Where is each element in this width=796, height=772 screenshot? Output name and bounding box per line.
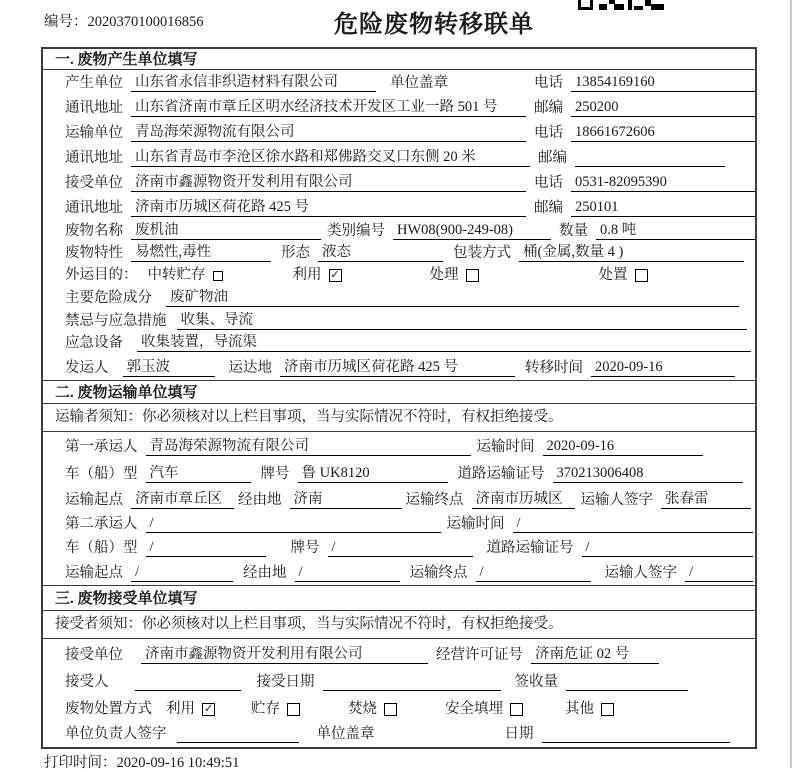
road2-field: /	[582, 539, 754, 557]
transfer-form-table	[41, 47, 757, 749]
producer-field: 山东省永信非织造材料有限公司	[131, 74, 376, 92]
disposal-landfill-checkbox	[510, 703, 523, 716]
row-shipper	[43, 355, 755, 380]
receiver-field: 济南市鑫源物资开发利用有限公司	[131, 174, 526, 192]
plate2-label: 牌号	[290, 540, 320, 557]
row-receiver-address	[43, 195, 755, 220]
disposal-use-checkbox: ✓	[203, 703, 214, 715]
row-vehicle-1	[43, 459, 755, 486]
time2-label: 运输时间	[446, 516, 505, 533]
plate1-label: 牌号	[260, 466, 290, 483]
accept-date-label: 接受日期	[256, 674, 315, 691]
row-route-2	[43, 560, 755, 585]
shipper-field: 郭玉波	[123, 359, 215, 377]
addr1-field: 山东省济南市章丘区明水经济技术开发区工业一路 501 号	[131, 99, 526, 117]
row-disposal-method	[43, 694, 755, 721]
carrier1-label: 第一承运人	[65, 439, 138, 456]
head-sign-label: 单位负责人签字	[65, 726, 167, 743]
license-field: 济南危证 02 号	[531, 646, 659, 664]
origin1-label: 运输起点	[65, 492, 123, 509]
row-taboo	[43, 310, 755, 333]
row-producer-address	[43, 95, 755, 120]
accept-unit-label: 接受单位	[65, 647, 123, 664]
use-checkbox: ✓	[330, 269, 340, 281]
disposal-store-checkbox	[287, 703, 300, 716]
transporter-field: 青岛海荣源物流有限公司	[131, 124, 526, 142]
zip1-label: 邮编	[534, 100, 563, 117]
time2-field: /	[513, 515, 754, 533]
zip2-field	[575, 150, 725, 167]
row-head-signature	[43, 721, 755, 746]
print-time	[44, 751, 239, 772]
origin2-label: 运输起点	[65, 565, 123, 582]
sign2-field: /	[685, 564, 753, 582]
section-3-header: 三. 废物接受单位填写	[43, 585, 755, 611]
serial-number	[44, 10, 204, 31]
row-transporter-address	[43, 145, 755, 170]
row-vehicle-2	[43, 536, 755, 560]
disposal-landfill-label: 安全填埋	[445, 701, 503, 718]
phone1-field: 13854169160	[571, 74, 755, 92]
carrier2-field: /	[146, 515, 441, 533]
shipper-label: 发运人	[65, 360, 109, 377]
option-dispose-label: 处置	[598, 267, 628, 284]
row-accept-unit	[43, 639, 755, 667]
phone1-label: 电话	[534, 75, 563, 92]
carrier1-field: 青岛海荣源物流有限公司	[146, 438, 471, 456]
character-field: 易燃性,毒性	[131, 244, 271, 262]
transfer-time-field: 2020-09-16	[591, 359, 735, 377]
carrier2-label: 第二承运人	[65, 516, 138, 533]
sign1-field: 张春雷	[661, 491, 751, 509]
row-transporter	[43, 120, 755, 145]
date2-field	[542, 726, 731, 743]
qr-code-fragment	[578, 0, 664, 10]
addr3-label: 通讯地址	[65, 200, 123, 217]
option-transit-store-label: 中转贮存	[147, 267, 206, 284]
origin1-field: 济南市章丘区	[131, 491, 234, 509]
via1-label: 经由地	[238, 492, 282, 509]
equip-label: 应急设备	[65, 335, 123, 352]
unit-seal-label: 单位盖章	[316, 726, 375, 743]
plate1-field: 鲁 UK8120	[298, 465, 448, 483]
addr3-field: 济南市历城区荷花路 425 号	[131, 199, 526, 217]
section-2-header: 二. 废物运输单位填写	[43, 380, 755, 404]
sign1-label: 运输人签字	[580, 492, 653, 509]
taboo-field: 收集、导流	[177, 312, 748, 330]
row-hazard	[43, 287, 755, 310]
print-time-label: 打印时间：	[44, 755, 117, 771]
accept-unit-field: 济南市鑫源物资开发利用有限公司	[141, 646, 428, 664]
section-1-header: 一. 废物产生单位填写	[43, 49, 755, 70]
time1-label: 运输时间	[476, 439, 535, 456]
road2-label: 道路运输证号	[486, 540, 574, 557]
disposal-other-checkbox	[601, 703, 614, 716]
date2-label: 日期	[504, 726, 534, 743]
hazard-label: 主要危险成分	[65, 290, 152, 307]
receiver-notice: 接受者须知：你必须核对以上栏目事项，当与实际情况不符时，有权拒绝接受。	[43, 611, 755, 639]
hazard-field: 废矿物油	[166, 289, 739, 307]
phone2-field: 18661672606	[571, 124, 755, 142]
waste-name-label: 废物名称	[65, 223, 123, 240]
road1-label: 道路运输证号	[457, 466, 545, 483]
zip2-label: 邮编	[538, 150, 567, 167]
end1-label: 运输终点	[405, 492, 464, 509]
treat-checkbox	[466, 269, 479, 282]
sign2-label: 运输人签字	[604, 565, 677, 582]
end2-label: 运输终点	[409, 565, 468, 582]
via2-field: /	[295, 564, 400, 582]
row-producer	[43, 70, 755, 95]
disposal-use-label: 利用	[166, 701, 195, 718]
transit-store-checkbox	[213, 271, 223, 281]
vehicle2-field: /	[146, 539, 266, 557]
producer-label: 产生单位	[65, 75, 123, 92]
scrollbar-track[interactable]	[790, 0, 792, 768]
addr2-label: 通讯地址	[65, 150, 123, 167]
dispose-checkbox	[635, 269, 648, 282]
packing-label: 包装方式	[453, 245, 511, 262]
packing-field: 桶(金属,数量 4 )	[519, 244, 744, 262]
row-waste-name	[43, 220, 755, 243]
row-receiver	[43, 170, 755, 195]
disposal-burn-checkbox	[384, 703, 397, 716]
origin2-field: /	[131, 564, 233, 582]
disposal-store-label: 贮存	[251, 701, 280, 718]
row-route-1	[43, 486, 755, 512]
row-recipient	[43, 667, 755, 694]
dest-field: 济南市历城区荷花路 425 号	[280, 359, 515, 377]
vehicle1-field: 汽车	[146, 465, 251, 483]
form-field: 液态	[318, 244, 443, 262]
plate2-field: /	[328, 539, 473, 557]
zip3-field: 250101	[571, 199, 755, 217]
transporter-label: 运输单位	[65, 125, 123, 142]
print-time-value: 2020-09-16 10:49:51	[116, 755, 240, 771]
recipient-field	[135, 674, 241, 691]
end2-field: /	[476, 564, 591, 582]
serial-label: 编号：	[44, 14, 88, 30]
serial-value: 2020370100016856	[87, 14, 204, 30]
taboo-label: 禁忌与应急措施	[65, 313, 167, 330]
vehicle1-label: 车（船）型	[65, 466, 138, 483]
qty-label: 数量	[559, 223, 588, 240]
receiver-label: 接受单位	[65, 175, 123, 192]
disposal-label: 废物处置方式	[65, 701, 152, 718]
recipient-label: 接受人	[65, 674, 109, 691]
phone3-field: 0531-82095390	[571, 174, 755, 192]
form-label: 形态	[281, 245, 310, 262]
row-equipment	[43, 333, 755, 355]
phone2-label: 电话	[534, 125, 563, 142]
seal-label: 单位盖章	[390, 75, 448, 92]
amount-label: 签收量	[514, 674, 558, 691]
category-field: HW08(900-249-08)	[393, 222, 551, 240]
road1-field: 370213006408	[553, 465, 744, 483]
phone3-label: 电话	[534, 175, 563, 192]
qty-field: 0.8 吨	[596, 222, 755, 240]
addr2-field: 山东省青岛市李沧区徐水路和郑佛路交叉口东侧 20 米	[131, 149, 530, 167]
accept-date-field	[323, 674, 501, 691]
row-second-carrier	[43, 512, 755, 536]
vehicle2-label: 车（船）型	[65, 540, 138, 557]
character-label: 废物特性	[65, 245, 123, 262]
zip1-field: 250200	[571, 99, 755, 117]
equip-field: 收集装置，导流渠	[137, 334, 751, 352]
disposal-other-label: 其他	[565, 701, 594, 718]
purpose-label: 外运目的：	[65, 267, 138, 284]
transfer-time-label: 转移时间	[525, 360, 583, 377]
head-sign-field	[177, 726, 299, 743]
category-label: 类别编号	[327, 223, 385, 240]
license-label: 经营许可证号	[436, 647, 523, 664]
option-treat-label: 处理	[429, 267, 459, 284]
row-first-carrier	[43, 432, 755, 459]
dest-label: 运达地	[228, 360, 272, 377]
waste-name-field: 废机油	[131, 222, 321, 240]
end1-field: 济南市历城区	[472, 491, 575, 509]
page-title: 危险废物转移联单	[334, 12, 534, 38]
option-use-label: 利用	[292, 267, 322, 284]
via2-label: 经由地	[243, 565, 287, 582]
time1-field: 2020-09-16	[543, 438, 703, 456]
transporter-notice: 运输者须知：你必须核对以上栏目事项，当与实际情况不符时，有权拒绝接受。	[43, 404, 755, 432]
amount-field	[566, 674, 688, 691]
addr1-label: 通讯地址	[65, 100, 123, 117]
disposal-burn-label: 焚烧	[348, 701, 377, 718]
row-purpose	[43, 265, 755, 287]
zip3-label: 邮编	[534, 200, 563, 217]
via1-field: 济南	[290, 491, 402, 509]
row-waste-character	[43, 243, 755, 265]
